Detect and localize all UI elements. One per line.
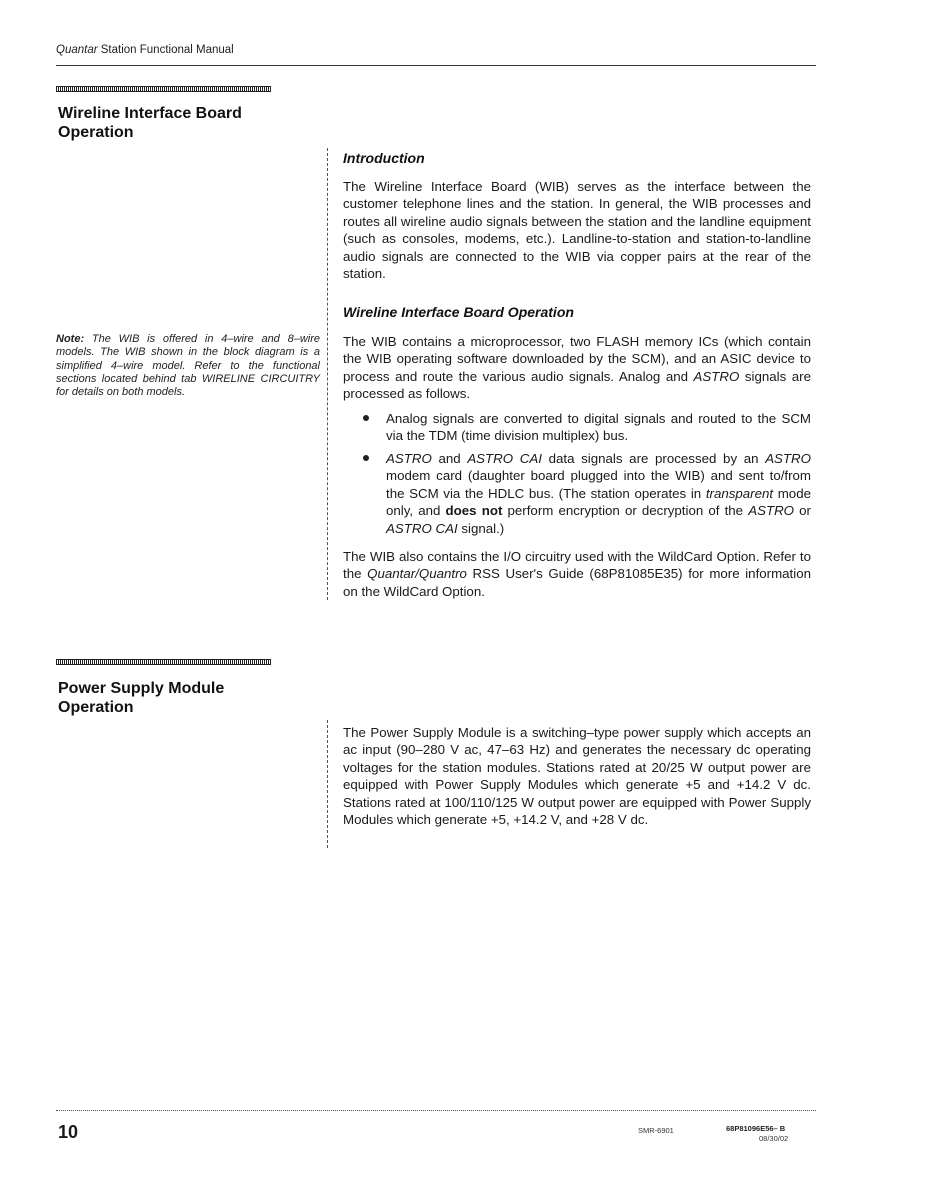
heading-introduction: Introduction (343, 150, 425, 166)
section-title-psm-line1: Power Supply Module (58, 680, 225, 697)
page-number: 10 (58, 1122, 79, 1142)
doc-date: 08/30/02 (759, 1134, 789, 1143)
section-divider-1 (56, 86, 271, 92)
bullet-analog (363, 410, 811, 445)
side-note (56, 333, 320, 399)
section-title-wib (58, 104, 242, 142)
column-rule-2 (327, 720, 328, 848)
bullet-astro (363, 450, 811, 537)
bullet-dot-icon (363, 415, 369, 421)
note-label: Note: (56, 333, 85, 345)
running-header (56, 44, 234, 56)
bullet-analog-text: Analog signals are converted to digital signals and routed to the SCM via the TDM (time division multiplex) bus. (386, 411, 811, 444)
header-title: Station Functional Manual (97, 44, 234, 56)
section-title-psm (58, 679, 224, 717)
bullet-astro-text: ASTRO and ASTRO CAI data signals are processed by an ASTRO modem card (daughter board plugged into the WIB) and sent to/from the SCM via the HDLC bus. (The station operates in transparent mode only, and does not perform encryption or decryption of the ASTRO or ASTRO CAI signal.) (386, 451, 811, 536)
header-product: Quantar (56, 44, 98, 56)
header-rule (56, 65, 816, 66)
io-paragraph: The WIB also contains the I/O circuitry used with the WildCard Option. Refer to the Quantar/Quantro RSS User's Guide (68P81085E35) for more information on the WildCard Option. (343, 549, 812, 599)
bullet-dot-icon (363, 455, 369, 461)
doc-number: 68P81096E56– B (726, 1124, 786, 1133)
section-title-psm-line2: Operation (58, 699, 134, 716)
doc-code: SMR-6901 (638, 1126, 674, 1135)
section-title-wib-line2: Operation (58, 124, 134, 141)
psm-paragraph: The Power Supply Module is a switching–type power supply which accepts an ac input (90–280 V ac, 47–63 Hz) and generates the necessary dc operating voltages for the station modules. Stations rated at 20/25 W output power are equipped with Power Supply Modules which generate +5 and +14.2 V dc. Stations rated at 100/110/125 W output power are equipped with Power Supply Modules which generate +5, +14.2 V, and +28 V dc. (343, 725, 811, 828)
section-divider-2 (56, 659, 271, 665)
section-title-wib-line1: Wireline Interface Board (58, 105, 242, 122)
footer-rule (56, 1110, 816, 1111)
wib-operation-paragraph: The WIB contains a microprocessor, two FLASH memory ICs (which contain the WIB operating software downloaded by the SCM), and an ASIC device to process and route the various audio signals. Analog and ASTRO signals are processed as follows. (343, 334, 812, 402)
column-rule-1 (327, 148, 328, 600)
heading-wib-operation: Wireline Interface Board Operation (343, 304, 574, 320)
note-text: The WIB is offered in 4–wire and 8–wire models. The WIB shown in the block diagram is a simplified 4–wire model. Refer to the functional sections located behind tab WIRELINE CIRCUITRY for details on both models. (56, 333, 320, 399)
intro-paragraph: The Wireline Interface Board (WIB) serves as the interface between the customer telephone lines and the station. In general, the WIB processes and routes all wireline audio signals between the station and the landline equipment (such as consoles, modems, etc.). Landline-to-station and station-to-landline audio signals are connected to the WIB via copper pairs at the rear of the station. (343, 179, 811, 282)
